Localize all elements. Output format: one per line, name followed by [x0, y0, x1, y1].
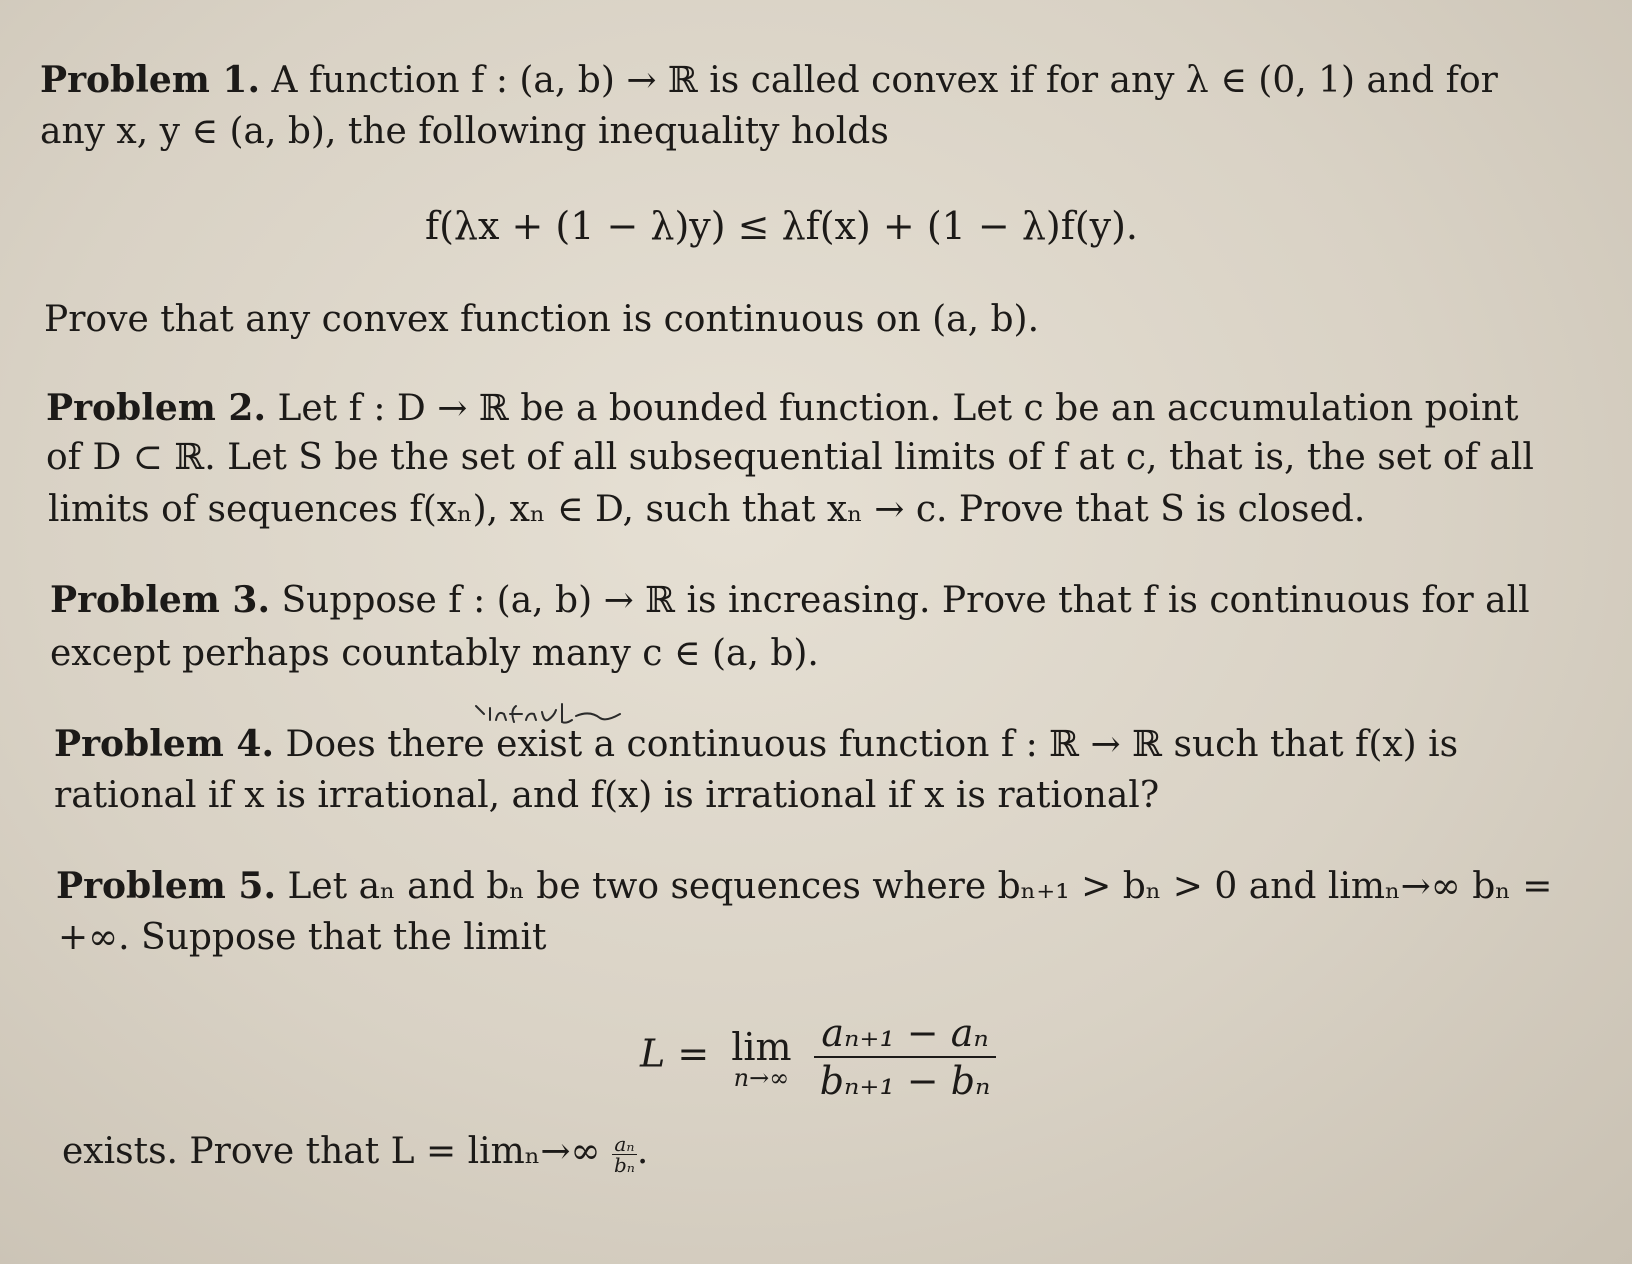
problem-1-conclusion: Prove that any convex function is continuous on (a, b).	[44, 299, 1040, 340]
problem-3-line-2: except perhaps countably many c ∈ (a, b).	[50, 633, 819, 674]
conclusion-fraction	[612, 1131, 637, 1177]
problem-1-line-1	[40, 58, 1585, 103]
problem-2-text-line-1: Let f : D → ℝ be a bounded function. Let c be an accumulation point	[277, 388, 1519, 429]
problem-3-label: Problem 3.	[50, 579, 271, 621]
problem-5-limit-formula	[640, 1010, 996, 1104]
problem-5-label: Problem 5.	[56, 865, 277, 907]
problem-5-line-1	[56, 864, 1601, 909]
problem-2-line-1	[46, 386, 1591, 431]
problem-1-line-2: any x, y ∈ (a, b), the following inequality holds	[40, 111, 889, 152]
problem-5-conclusion	[62, 1130, 1607, 1175]
formula-lim-subscript: n→∞	[733, 1064, 790, 1092]
problem-4-text-line-1: Does there exist a continuous function f : ℝ → ℝ such that f(x) is	[285, 724, 1459, 765]
conclusion-denominator: bₙ	[613, 1152, 635, 1177]
formula-lim-word: lim	[731, 1025, 792, 1069]
problem-5-text-line-1: Let aₙ and bₙ be two sequences where bₙ₊₁ > bₙ > 0 and limₙ→∞ bₙ =	[287, 866, 1553, 907]
problem-5-conclusion-text: exists. Prove that L = limₙ→∞	[62, 1131, 601, 1172]
problem-4-label: Problem 4.	[54, 723, 275, 765]
formula-fraction	[814, 1010, 997, 1104]
problem-1-text-line-1: A function f : (a, b) → ℝ is called convex if for any λ ∈ (0, 1) and for	[271, 60, 1498, 101]
problem-4-line-1	[54, 722, 1599, 767]
problem-1-label: Problem 1.	[40, 59, 261, 101]
formula-limit-operator	[731, 1024, 791, 1090]
formula-lhs: L =	[640, 1031, 710, 1076]
problem-3-text-line-1: Suppose f : (a, b) → ℝ is increasing. Prove that f is continuous for all	[281, 580, 1530, 621]
problem-3-line-1	[50, 578, 1595, 623]
conclusion-numerator: aₙ	[612, 1134, 637, 1155]
conclusion-period: .	[636, 1131, 649, 1172]
problem-2-line-3: limits of sequences f(xₙ), xₙ ∈ D, such that xₙ → c. Prove that S is closed.	[48, 489, 1366, 530]
formula-denominator: bₙ₊₁ − bₙ	[819, 1059, 991, 1103]
problem-4-line-2: rational if x is irrational, and f(x) is irrational if x is rational?	[54, 775, 1160, 816]
formula-numerator: aₙ₊₁ − aₙ	[814, 1010, 997, 1058]
problem-2-line-2: of D ⊂ ℝ. Let S be the set of all subsequential limits of f at c, that is, the set of all	[46, 437, 1534, 478]
problem-1-inequality: f(λx + (1 − λ)y) ≤ λf(x) + (1 − λ)f(y).	[425, 204, 1139, 248]
problem-2-label: Problem 2.	[46, 387, 267, 429]
problem-5-line-2: +∞. Suppose that the limit	[58, 917, 547, 958]
